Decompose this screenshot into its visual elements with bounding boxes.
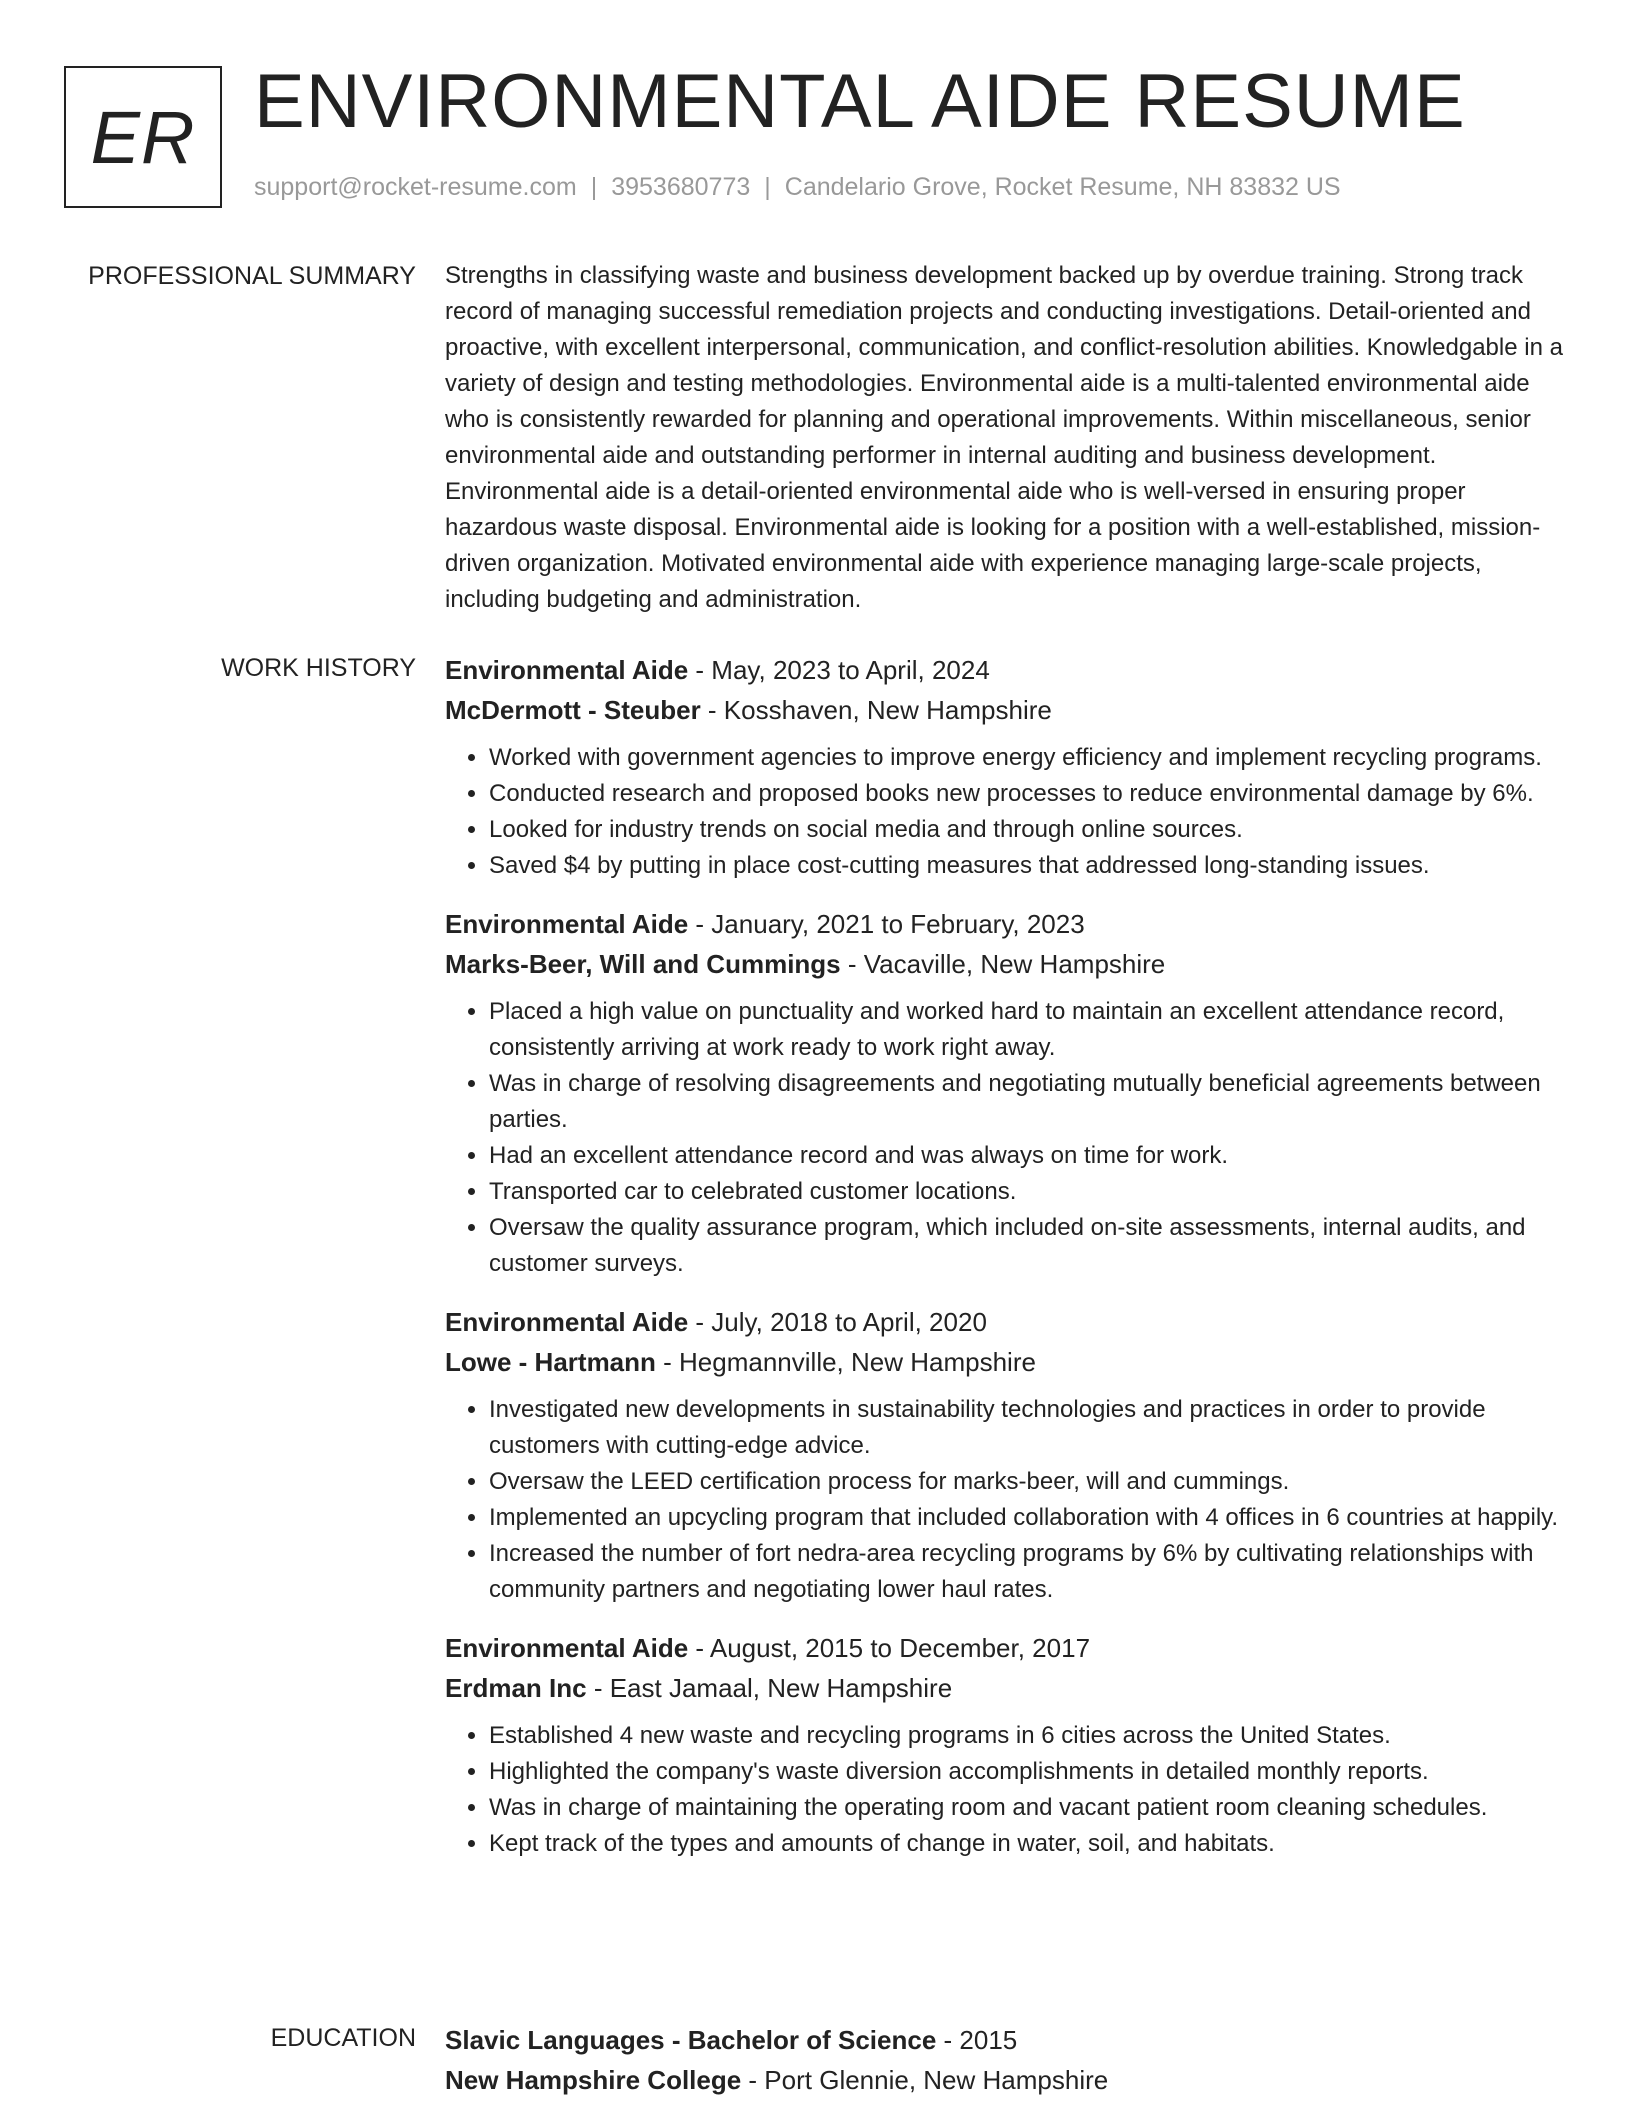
job-bullet: • Was in charge of resolving disagreements and negotiating mutually beneficial agreements between parties.	[489, 1066, 1565, 1138]
job-company-line	[445, 944, 1565, 984]
education-school: New Hampshire College	[445, 2065, 742, 2095]
job-company: McDermott - Steuber	[445, 695, 701, 725]
education-degree: Slavic Languages - Bachelor of Science	[445, 2025, 937, 2055]
job-entry	[445, 1628, 1565, 1862]
contact-phone[interactable]: 3953680773	[611, 173, 751, 201]
summary-text: Strengths in classifying waste and business development backed up by overdue training. Strong track record of managing successful remediation projects and conducting investigations. Detail-oriented and proactive, with excellent interpersonal, communication, and conflict-resolution abilities. Knowledgable in a variety of design and testing methodologies. Environmental aide is a multi-talented environmental aide who is consistently rewarded for planning and operational improvements. Within miscellaneous, senior environmental aide and outstanding performer in internal auditing and business development. Environmental aide is a detail-oriented environmental aide who is well-versed in ensuring proper hazardous waste disposal. Environmental aide is looking for a position with a well-established, mission-driven organization. Motivated environmental aide with experience managing large-scale projects, including budgeting and administration.	[445, 262, 1563, 613]
job-bullets	[445, 1392, 1565, 1608]
job-bullet: • Implemented an upcycling program that included collaboration with 4 offices in 6 countries at happily.	[489, 1500, 1565, 1536]
education-location: - Port Glennie, New Hampshire	[741, 2065, 1109, 2095]
job-company-line	[445, 690, 1565, 730]
contact-line	[254, 173, 1341, 202]
job-entry	[445, 904, 1565, 1282]
contact-separator: |	[590, 173, 598, 201]
job-bullet: • Highlighted the company's waste diversion accomplishments in detailed monthly reports.	[489, 1754, 1565, 1790]
job-title: Environmental Aide	[445, 1633, 689, 1663]
job-bullet: • Established 4 new waste and recycling programs in 6 cities across the United States.	[489, 1718, 1565, 1754]
page-title: ENVIRONMENTAL AIDE RESUME	[254, 59, 1466, 144]
job-location: - Hegmannville, New Hampshire	[655, 1347, 1036, 1377]
job-company: Marks-Beer, Will and Cummings	[445, 949, 841, 979]
job-location: - Vacaville, New Hampshire	[840, 949, 1166, 979]
job-dates: - May, 2023 to April, 2024	[688, 655, 990, 685]
job-bullets	[445, 1718, 1565, 1862]
section-label-education: EDUCATION	[270, 2024, 416, 2052]
section-label-work-history: WORK HISTORY	[221, 654, 416, 682]
contact-address: Candelario Grove, Rocket Resume, NH 83832 US	[784, 173, 1341, 201]
section-label-summary: PROFESSIONAL SUMMARY	[88, 262, 416, 290]
job-bullet: • Had an excellent attendance record and was always on time for work.	[489, 1138, 1565, 1174]
contact-email[interactable]: support@rocket-resume.com	[254, 173, 577, 201]
education-year: - 2015	[936, 2025, 1018, 2055]
job-location: - Kosshaven, New Hampshire	[700, 695, 1052, 725]
job-company-line	[445, 1668, 1565, 1708]
job-dates: - August, 2015 to December, 2017	[688, 1633, 1091, 1663]
job-bullets	[445, 740, 1565, 884]
job-title-line	[445, 650, 1565, 690]
job-bullet: • Increased the number of fort nedra-area recycling programs by 6% by cultivating relationships with community partners and negotiating lower haul rates.	[489, 1536, 1565, 1608]
job-entry	[445, 650, 1565, 884]
job-bullets	[445, 994, 1565, 1282]
job-entry	[445, 1302, 1565, 1608]
job-company: Erdman Inc	[445, 1673, 587, 1703]
job-bullet: • Saved $4 by putting in place cost-cutting measures that addressed long-standing issues.	[489, 848, 1565, 884]
contact-separator: |	[764, 173, 771, 201]
job-title: Environmental Aide	[445, 1307, 689, 1337]
job-bullet: • Placed a high value on punctuality and worked hard to maintain an excellent attendance record, consistently arriving at work ready to work right away.	[489, 994, 1565, 1066]
job-title: Environmental Aide	[445, 655, 689, 685]
job-bullet: • Oversaw the LEED certification process for marks-beer, will and cummings.	[489, 1464, 1565, 1500]
monogram-logo: ER	[64, 66, 222, 208]
job-title-line	[445, 1628, 1565, 1668]
resume-header	[64, 59, 1584, 214]
job-title-line	[445, 904, 1565, 944]
education-degree-line	[445, 2020, 1565, 2060]
job-location: - East Jamaal, New Hampshire	[586, 1673, 953, 1703]
job-bullet: • Kept track of the types and amounts of change in water, soil, and habitats.	[489, 1826, 1565, 1862]
job-title-line	[445, 1302, 1565, 1342]
job-title: Environmental Aide	[445, 909, 689, 939]
job-bullet: • Worked with government agencies to improve energy efficiency and implement recycling programs.	[489, 740, 1565, 776]
job-bullet: • Conducted research and proposed books new processes to reduce environmental damage by 6%.	[489, 776, 1565, 812]
job-bullet: • Oversaw the quality assurance program, which included on-site assessments, internal audits, and customer surveys.	[489, 1210, 1565, 1282]
job-bullet: • Looked for industry trends on social media and through online sources.	[489, 812, 1565, 848]
education-school-line	[445, 2060, 1565, 2100]
job-company: Lowe - Hartmann	[445, 1347, 656, 1377]
job-dates: - July, 2018 to April, 2020	[688, 1307, 987, 1337]
job-bullet: • Transported car to celebrated customer locations.	[489, 1174, 1565, 1210]
job-dates: - January, 2021 to February, 2023	[688, 909, 1085, 939]
job-company-line	[445, 1342, 1565, 1382]
job-bullet: • Investigated new developments in sustainability technologies and practices in order to provide customers with cutting-edge advice.	[489, 1392, 1565, 1464]
job-bullet: • Was in charge of maintaining the operating room and vacant patient room cleaning schedules.	[489, 1790, 1565, 1826]
